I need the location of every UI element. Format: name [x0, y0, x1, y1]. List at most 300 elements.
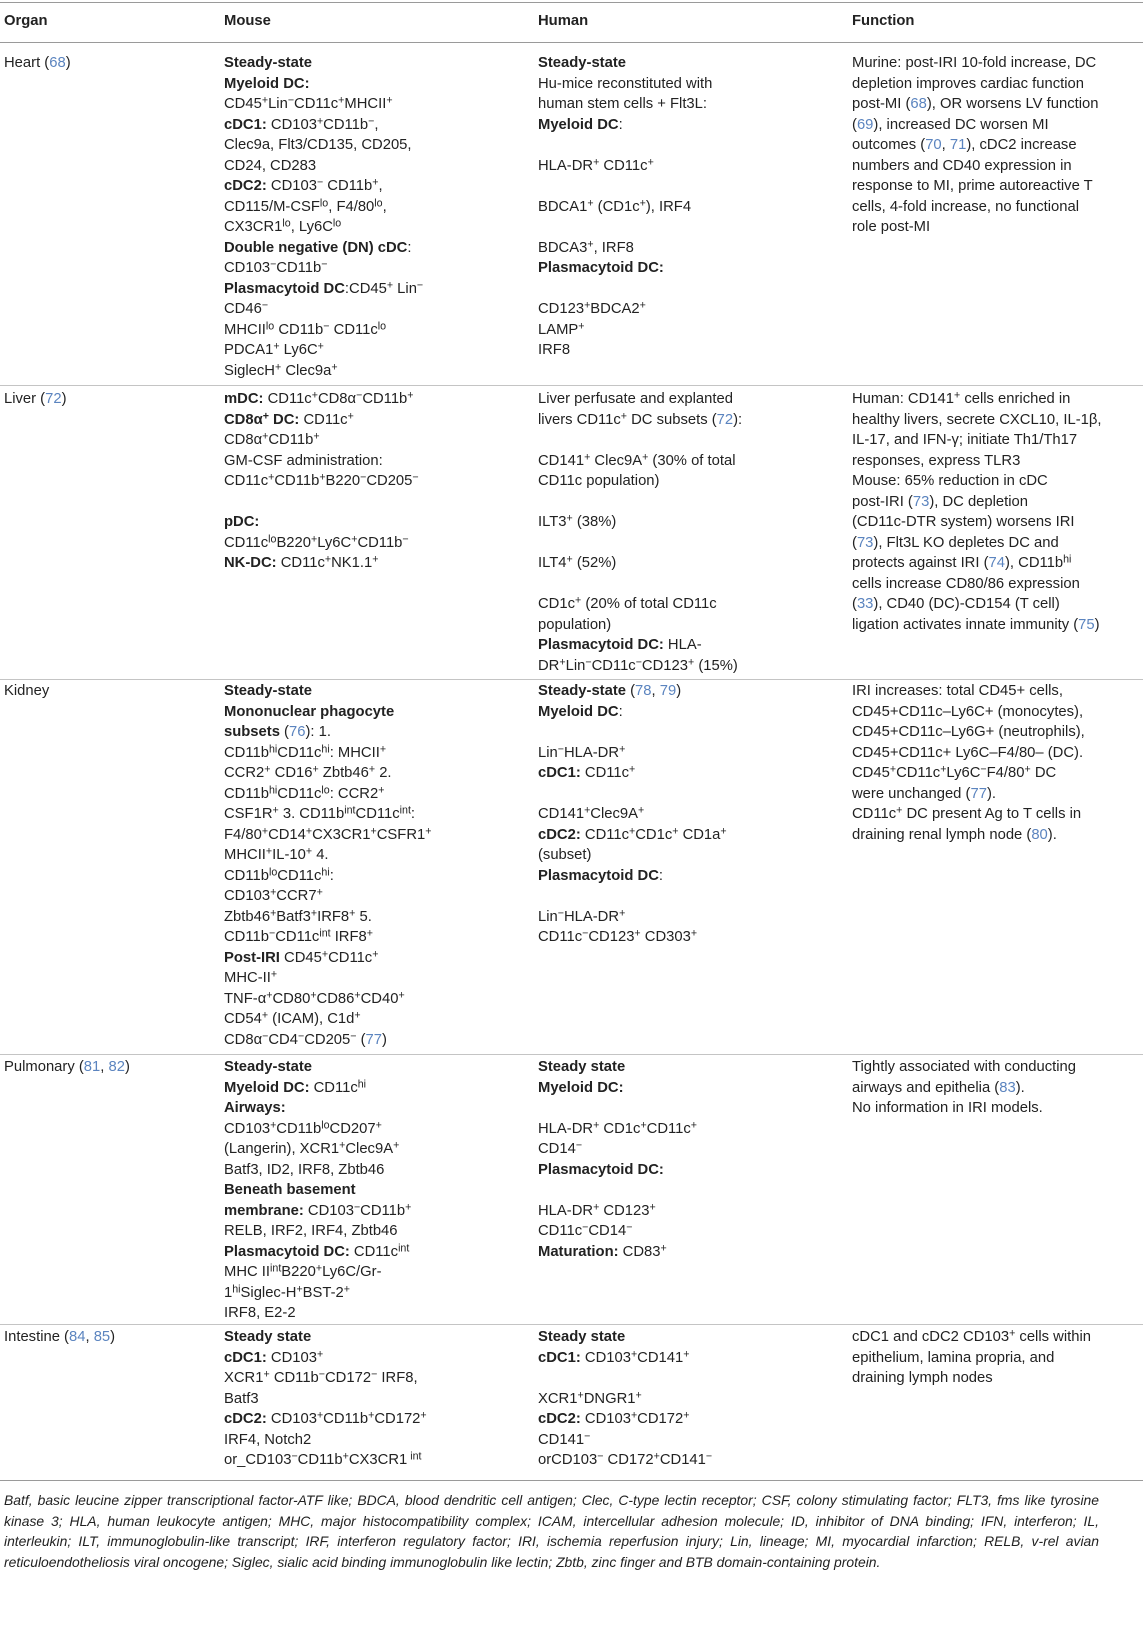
superscript: lo: [268, 533, 277, 546]
cell-line: cDC2: CD103− CD11b+,: [224, 176, 383, 194]
superscript: +: [889, 763, 897, 776]
superscript: +: [261, 825, 269, 838]
cell-line: (Langerin), XCR1+Clec9A+: [224, 1139, 400, 1157]
cell-line: HLA-DR+ CD11c+: [538, 156, 654, 174]
superscript: +: [372, 553, 379, 566]
cell-line: BDCA3+, IRF8: [538, 238, 634, 256]
cell-line: [224, 512, 419, 533]
superscript: lo: [268, 866, 278, 879]
superscript: −: [584, 1430, 591, 1443]
superscript: +: [683, 1348, 690, 1361]
superscript: lo: [321, 1119, 330, 1132]
cell-line: (73), Flt3L KO depletes DC and: [852, 534, 1059, 551]
reference-link[interactable]: 68: [49, 55, 66, 71]
cell-line: CD45+Lin−CD11c+MHCII+: [224, 94, 393, 112]
superscript: +: [351, 533, 358, 546]
reference-link[interactable]: 68: [910, 96, 927, 112]
cell-line: CD11c−CD14−: [538, 1221, 633, 1239]
cell-line: [538, 492, 742, 513]
reference-link[interactable]: 83: [999, 1079, 1016, 1096]
cell-line: Clec9a, Flt3/CD135, CD205,: [224, 137, 412, 153]
superscript: hi: [1063, 553, 1072, 566]
cell-line: CD8α−CD4−CD205− (77): [224, 1030, 387, 1048]
cell-line: Murine: post-IRI 10-fold increase, DC: [852, 55, 1097, 71]
cell-line: membrane: CD103−CD11b+: [224, 1201, 412, 1219]
cell-line: [224, 1098, 411, 1119]
superscript: +: [405, 1201, 412, 1214]
cell-line: Kidney: [4, 683, 50, 699]
superscript: +: [577, 1389, 584, 1402]
function-cell: [852, 389, 1101, 635]
cell-line: cDC1: CD103+CD141+: [538, 1348, 690, 1366]
cell-line: [538, 135, 712, 156]
superscript: −: [262, 1030, 269, 1043]
cell-line: $1^{hi}Siglec-H^+BST-2^+$: [224, 1283, 351, 1301]
organ-cell: [4, 1057, 130, 1078]
superscript: +: [629, 825, 636, 838]
bold-label: membrane:: [224, 1202, 304, 1219]
cell-line: XCR1+ CD11b−CD172− IRF8,: [224, 1368, 418, 1386]
superscript: +: [649, 1201, 656, 1214]
table-row-heart: [0, 53, 1143, 383]
bold-label: Myeloid DC:: [224, 1079, 310, 1096]
cell-line: livers CD11c+ DC subsets (72):: [538, 410, 743, 428]
cell-line: XCR1+DNGR1+: [538, 1389, 642, 1407]
bold-label: cDC2:: [224, 1411, 267, 1427]
cell-line: [538, 176, 712, 197]
bold-label: cDC2:: [538, 826, 581, 843]
bold-label: Steady-state: [224, 683, 312, 699]
superscript: +: [393, 1139, 400, 1152]
superscript: +: [338, 94, 345, 107]
cell-line: [224, 492, 419, 513]
superscript: +: [261, 1009, 269, 1022]
cell-line: [224, 681, 431, 702]
reference-link[interactable]: 77: [970, 785, 987, 802]
header-rule: [0, 42, 1143, 43]
bold-label: Steady-state: [538, 683, 626, 699]
superscript: +: [640, 1119, 647, 1132]
bold-label: Steady-state: [538, 55, 626, 71]
cell-line: Plasmacytoid DC:: [538, 867, 664, 884]
superscript: −: [323, 320, 330, 333]
superscript: +: [339, 1139, 346, 1152]
superscript: +: [593, 1119, 600, 1132]
superscript: +: [660, 1242, 667, 1255]
cell-line: BDCA1+ (CD1c+), IRF4: [538, 197, 692, 215]
cell-line: CCR2+ CD16+ Zbtb46+ 2.: [224, 763, 392, 781]
header-function: Function: [852, 13, 915, 29]
superscript: −: [557, 743, 564, 756]
superscript: int: [270, 1262, 282, 1275]
cell-line: subsets (76): 1.: [224, 724, 331, 740]
cell-line: CD45+CD11c–Ly6G+ (neutrophils),: [852, 724, 1085, 740]
cell-line: Zbtb46+Batf3+IRF8+ 5.: [224, 907, 372, 925]
superscript: +: [587, 238, 594, 251]
reference-link[interactable]: 85: [93, 1329, 111, 1345]
reference-link[interactable]: 76: [288, 724, 306, 740]
cell-line: LAMP+: [538, 320, 585, 338]
superscript: −: [261, 299, 269, 312]
superscript: int: [407, 1450, 422, 1463]
cell-line: $CD11b^{hi}CD11c^{hi}$: MHCII+: [224, 743, 387, 761]
bold-label: Mononuclear phagocyte: [224, 703, 395, 720]
cell-line: [538, 1180, 697, 1201]
bold-label: Myeloid DC:: [224, 75, 310, 92]
superscript: lo: [265, 320, 275, 333]
superscript: +: [343, 1283, 351, 1296]
superscript: +: [316, 1348, 324, 1361]
superscript: +: [672, 825, 679, 838]
reference-link[interactable]: 70: [925, 137, 942, 153]
cell-line: outcomes (70, 71), cDC2 increase: [852, 137, 1077, 153]
superscript: +: [683, 1409, 690, 1422]
cell-line: MHCII+IL-10+ 4.: [224, 845, 329, 863]
reference-link[interactable]: 78: [635, 683, 652, 699]
superscript: +: [311, 533, 318, 546]
superscript: lo: [377, 320, 387, 333]
function-cell: [852, 681, 1085, 845]
superscript: +: [720, 825, 727, 838]
cell-line: [538, 722, 727, 743]
cell-line: [538, 430, 742, 451]
cell-line: CD11c population): [538, 473, 660, 489]
cell-line: Tightly associated with conducting: [852, 1059, 1076, 1075]
cell-line: HLA-DR+ CD123+: [538, 1201, 656, 1219]
superscript: +: [331, 361, 338, 374]
superscript: lo: [319, 197, 329, 210]
superscript: +: [268, 471, 275, 484]
superscript: −: [270, 258, 277, 271]
bold-label: Plasmacytoid DC: [224, 280, 345, 297]
superscript: −: [316, 176, 324, 189]
cell-line: CD11c−CD123+ CD303+: [538, 927, 698, 945]
cell-line: (CD11c-DTR system) worsens IRI: [852, 514, 1075, 530]
superscript: int: [399, 804, 411, 817]
superscript: +: [315, 1262, 323, 1275]
bold-label: Maturation:: [538, 1243, 619, 1260]
reference-link[interactable]: 81: [83, 1059, 101, 1075]
cell-line: [538, 1368, 712, 1389]
cell-line: [224, 1180, 411, 1201]
reference-link[interactable]: 74: [988, 555, 1005, 571]
cell-line: Steady-state (78, 79): [538, 683, 682, 699]
cell-line: No information in IRI models.: [852, 1100, 1043, 1116]
cell-line: Myeloid DC:: [538, 116, 623, 133]
function-cell: [852, 1057, 1076, 1119]
cell-line: IRF4, Notch2: [224, 1431, 312, 1448]
bold-label: DC:: [268, 411, 300, 428]
reference-link[interactable]: 33: [856, 596, 874, 612]
reference-link[interactable]: 80: [1031, 826, 1048, 843]
bold-label: Plasmacytoid DC:: [224, 1243, 350, 1260]
superscript: +: [407, 389, 414, 402]
bold-label: Double negative (DN) cDC: [224, 239, 408, 256]
cell-line: (33), CD40 (DC)-CD154 (T cell): [852, 596, 1060, 612]
cell-line: numbers and CD40 expression in: [852, 157, 1072, 174]
superscript: −: [318, 1368, 325, 1381]
bold-label: mDC:: [224, 391, 264, 407]
cell-line: cDC2: CD103+CD11b+CD172+: [224, 1409, 427, 1427]
superscript: −: [582, 927, 589, 940]
cell-line: healthy livers, secrete CXCL10, IL-1β,: [852, 411, 1102, 428]
cell-line: mDC: CD11c+CD8α−CD11b+: [224, 389, 414, 407]
superscript: +: [630, 1409, 638, 1422]
cell-line: CD46−: [224, 299, 269, 317]
superscript: lo: [332, 217, 342, 230]
superscript: +: [584, 451, 591, 464]
human-cell: [538, 389, 742, 676]
bold-label: Airways:: [224, 1100, 286, 1116]
cell-line: SiglecH+ Clec9a+: [224, 361, 338, 379]
superscript: +: [593, 1201, 600, 1214]
superscript: −: [402, 533, 409, 546]
cell-line: $CD103^+CD11b^{lo}CD207^+$: [224, 1119, 382, 1137]
bold-label: pDC:: [224, 514, 260, 530]
superscript: hi: [321, 866, 330, 879]
cell-line: Myeloid DC:: [538, 703, 623, 720]
cell-line: [224, 74, 423, 95]
mouse-cell: [224, 53, 423, 381]
cell-line: IRF8, E2-2: [224, 1305, 296, 1321]
reference-link[interactable]: 82: [108, 1059, 125, 1075]
cell-line: population): [538, 616, 612, 633]
superscript: −: [268, 927, 276, 940]
superscript: +: [578, 320, 585, 333]
header-human: Human: [538, 13, 589, 29]
cell-line: protects against IRI (74), $CD11b^{hi}$: [852, 553, 1072, 571]
superscript: +: [619, 743, 626, 756]
cell-line: [538, 217, 712, 238]
cell-line: CD11c+CD11b+B220−CD205−: [224, 471, 419, 489]
human-cell: [538, 1327, 712, 1471]
cell-line: epithelium, lamina propria, and: [852, 1349, 1055, 1366]
superscript: +: [653, 1450, 660, 1463]
superscript: +: [265, 845, 273, 858]
reference-link[interactable]: 79: [659, 683, 677, 699]
cell-line: [538, 784, 727, 805]
superscript: +: [566, 512, 573, 525]
header-mouse: Mouse: [224, 13, 271, 29]
superscript: −: [585, 656, 592, 669]
reference-link[interactable]: 75: [1078, 616, 1095, 633]
cell-line: [224, 1327, 427, 1348]
superscript: +: [386, 94, 393, 107]
cell-line: CD141+ Clec9A+ (30% of total: [538, 451, 736, 469]
cell-line: Mouse: 65% reduction in cDC: [852, 473, 1048, 489]
superscript: −: [416, 279, 424, 292]
cell-line: CD45+CD11c+ Ly6C–F4/80– (DC).: [852, 744, 1084, 761]
reference-link[interactable]: 84: [68, 1329, 86, 1345]
cell-line: CD8α+ DC: CD11c+: [224, 410, 354, 428]
cell-line: PDCA1+ Ly6C+: [224, 340, 324, 358]
cell-line: CD1c+ (20% of total CD11c: [538, 594, 717, 612]
superscript: +: [270, 1119, 277, 1132]
bold-label: Steady-state: [224, 55, 312, 71]
bold-label: Steady state: [224, 1329, 312, 1345]
superscript: +: [316, 1409, 324, 1422]
bold-label: NK-DC:: [224, 555, 277, 571]
superscript: +: [272, 804, 279, 817]
superscript: +: [310, 907, 318, 920]
superscript: hi: [321, 743, 330, 756]
cell-line: cDC2: CD103+CD172+: [538, 1409, 690, 1427]
cell-line: [538, 533, 742, 554]
cell-line: role post-MI: [852, 219, 931, 235]
cell-line: HLA-DR+ CD1c+CD11c+: [538, 1119, 698, 1137]
cell-line: IRF8: [538, 342, 571, 358]
superscript: +: [953, 389, 961, 402]
cell-line: airways and epithelia (83).: [852, 1079, 1025, 1096]
cell-line: [538, 1078, 697, 1099]
superscript: +: [375, 1119, 382, 1132]
superscript: −: [287, 94, 295, 107]
cell-line: IRI increases: total CD45+ cells,: [852, 683, 1063, 699]
cell-line: post-MI (68), OR worsens LV function: [852, 96, 1099, 112]
cell-line: human stem cells + Flt3L:: [538, 96, 708, 112]
superscript: +: [305, 845, 313, 858]
superscript: +: [316, 886, 323, 899]
superscript: +: [305, 825, 313, 838]
cell-line: cDC2: CD11c+CD1c+ CD1a+: [538, 825, 727, 843]
cell-line: $MHCII^{lo}$ CD11b− $CD11c^{lo}$: [224, 320, 387, 338]
superscript: +: [270, 886, 277, 899]
cell-line: [538, 1327, 712, 1348]
cell-line: Lin−HLA-DR+: [538, 907, 626, 925]
cell-line: or_CD103−CD11b+CX3CR1 $^{int}$: [224, 1450, 422, 1468]
cell-line: CD24, CD283: [224, 157, 317, 174]
table-top-rule: [0, 2, 1143, 3]
organ-cell: [4, 53, 71, 74]
cell-line: Heart (68): [4, 55, 71, 71]
cell-line: TNF-α+CD80+CD86+CD40+: [224, 989, 405, 1007]
reference-link[interactable]: 71: [949, 137, 967, 153]
cell-line: [224, 702, 431, 723]
cell-line: F4/80+CD14+CX3CR1+CSFR1+: [224, 825, 432, 843]
superscript: lo: [282, 217, 291, 230]
superscript: +: [312, 763, 319, 776]
reference-link[interactable]: 69: [856, 116, 874, 133]
superscript: +: [354, 1009, 361, 1022]
cell-line: $CD11c^{lo}B220^+Ly6C^+CD11b^-$: [224, 533, 409, 551]
superscript: +: [264, 763, 271, 776]
cell-line: CD123+BDCA2+: [538, 299, 646, 317]
superscript: +: [372, 948, 379, 961]
bold-label: Post-IRI: [224, 949, 280, 966]
superscript: −: [635, 656, 642, 669]
bold-label: Steady state: [538, 1059, 626, 1075]
bold-label: Plasmacytoid DC:: [538, 637, 664, 653]
mouse-cell: [224, 389, 419, 574]
function-cell: [852, 53, 1098, 238]
superscript: −: [350, 1030, 357, 1043]
superscript: +: [313, 430, 320, 443]
cell-line: [538, 886, 727, 907]
cell-line: cDC1: CD103+CD11b−,: [224, 115, 379, 133]
superscript: lo: [374, 197, 383, 210]
superscript: +: [896, 804, 903, 817]
cell-line: depletion improves cardiac function: [852, 75, 1084, 92]
superscript: −: [356, 389, 363, 402]
superscript: +: [319, 471, 326, 484]
superscript: +: [940, 763, 947, 776]
cell-line: Batf3, ID2, IRF8, Zbtb46: [224, 1161, 385, 1178]
reference-link[interactable]: 72: [716, 411, 734, 428]
cell-line: [538, 53, 712, 74]
reference-link[interactable]: 72: [45, 391, 62, 407]
superscript: +: [321, 948, 329, 961]
cell-line: ILT4+ (52%): [538, 553, 617, 571]
organ-cell: [4, 389, 67, 410]
superscript: +: [584, 804, 591, 817]
human-cell: [538, 681, 727, 948]
cell-line: [538, 574, 742, 595]
cell-line: Pulmonary (81, 82): [4, 1059, 130, 1075]
bold-label: CD8α: [224, 411, 263, 428]
bold-label: Beneath basement: [224, 1182, 356, 1198]
superscript: +: [620, 410, 627, 423]
reference-link[interactable]: 77: [365, 1031, 382, 1048]
reference-link[interactable]: 73: [912, 493, 930, 510]
superscript: +: [311, 389, 318, 402]
superscript: +: [425, 825, 432, 838]
superscript: −: [291, 1450, 298, 1463]
cell-line: CD54+ (ICAM), C1d+: [224, 1009, 361, 1027]
superscript: +: [296, 1283, 303, 1296]
cell-line: CD45+CD11c–Ly6C+ (monocytes),: [852, 703, 1084, 720]
cell-line: Intestine (84, 85): [4, 1329, 116, 1345]
bold-label: Myeloid DC:: [538, 1079, 624, 1096]
row-divider: [0, 385, 1143, 386]
superscript: +: [347, 410, 354, 423]
superscript: +: [317, 340, 324, 353]
superscript: +: [584, 299, 591, 312]
cell-line: Plasmacytoid DC: $CD11c^{int}$: [224, 1242, 410, 1260]
cell-line: GM-CSF administration:: [224, 452, 383, 469]
superscript: +: [420, 1409, 427, 1422]
superscript: +: [386, 279, 394, 292]
table-footnote: Batf, basic leucine zipper transcriptional factor-ATF like; BDCA, blood dendritic cell antigen; Clec, C-type lectin receptor; CSF, colony stimulating factor; FLT3, fms like tyrosine kinase 3; HLA, human leukocyte antigen; MHC, major histocompatibility complex; ICAM, intercellular adhesion molecule; ID, inhibitor of DNA binding; IFN, interferon; IL, interleukin; ILT, immunoglobulin-like transcript; IRF, interferon regulatory factor; IRI, ischemia reperfusion injury; Lin, lineage; MI, myocardial infarction; RELB, v-rel avian reticuloendotheliosis viral oncogene; Siglec, sialic acid binding immunoglobulin like lectin; Zbtb, zinc finger and BTB domain-containing protein.: [4, 1492, 1099, 1570]
superscript: +: [639, 197, 646, 210]
superscript: hi: [268, 743, 278, 756]
bold-label: cDC1:: [538, 1349, 581, 1366]
superscript: +: [368, 763, 376, 776]
cell-line: CD141+Clec9A+: [538, 804, 645, 822]
superscript: +: [266, 989, 273, 1002]
superscript: +: [690, 1119, 698, 1132]
bold-label: Myeloid DC: [538, 116, 619, 133]
superscript: +: [398, 989, 405, 1002]
function-cell: [852, 1327, 1091, 1389]
superscript: −: [705, 1450, 713, 1463]
superscript: +: [261, 94, 269, 107]
cell-line: Myeloid DC: $CD11c^{hi}$: [224, 1078, 367, 1096]
cell-line: CD45+CD11c+Ly6C−F4/80+ DC: [852, 763, 1057, 781]
reference-link[interactable]: 73: [856, 534, 874, 551]
superscript: −: [575, 1139, 583, 1152]
cell-line: Double negative (DN) cDC:: [224, 239, 412, 256]
organ-cell: [4, 681, 49, 702]
superscript: −: [360, 471, 367, 484]
organ-cell: [4, 1327, 115, 1348]
superscript: −: [980, 763, 987, 776]
cell-line: Plasmacytoid DC:CD45+ Lin−: [224, 279, 424, 297]
cell-line: Liver (72): [4, 391, 67, 407]
superscript: +: [630, 1348, 638, 1361]
superscript: +: [642, 451, 649, 464]
superscript: −: [412, 471, 419, 484]
row-divider: [0, 1324, 1143, 1325]
